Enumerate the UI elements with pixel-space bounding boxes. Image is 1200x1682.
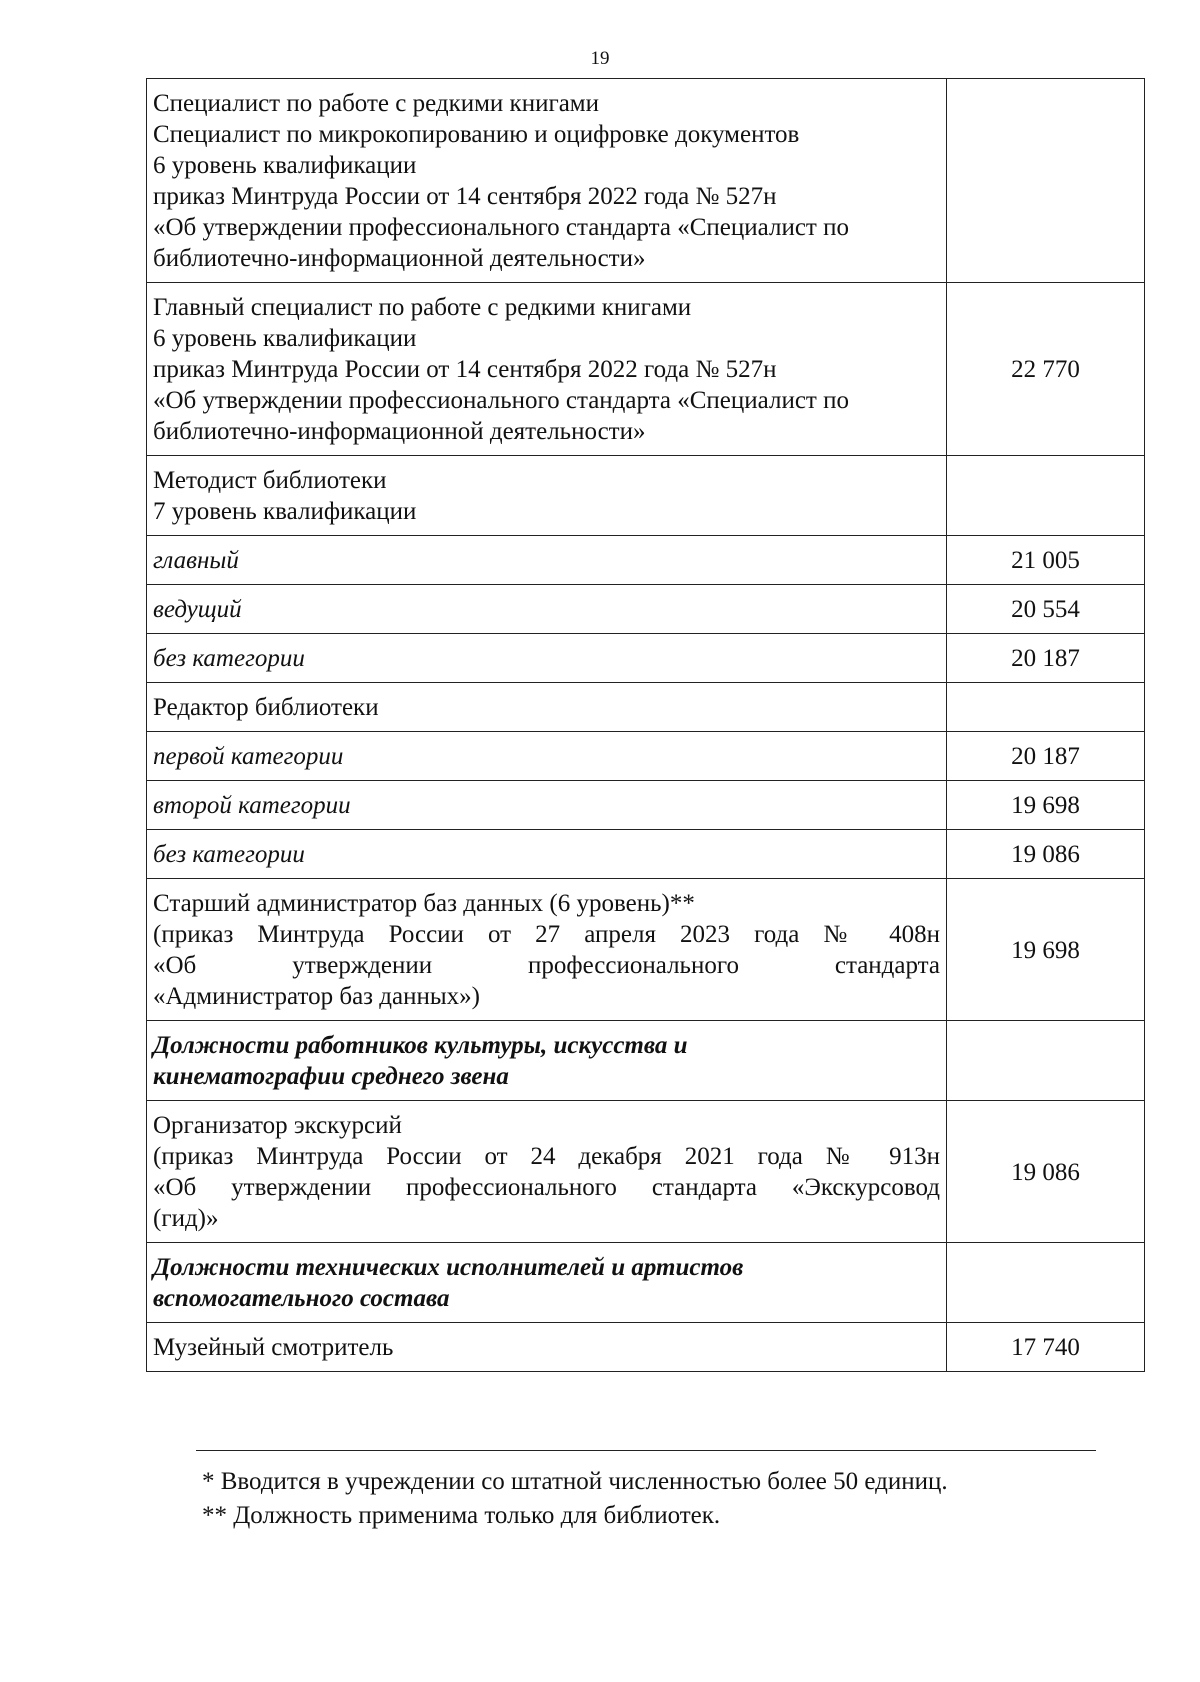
position-text-line: Методист библиотеки	[153, 467, 387, 494]
position-text-line: Специалист по работе с редкими книгами	[153, 90, 599, 117]
table-row	[147, 879, 1145, 1021]
salary-amount-cell	[947, 79, 1145, 283]
position-text-line: библиотечно-информационной деятельности»	[153, 245, 646, 272]
position-text-line: 7 уровень квалификации	[153, 498, 417, 525]
table-row	[147, 732, 1145, 781]
table-row	[147, 1021, 1145, 1101]
table-row	[147, 1243, 1145, 1323]
position-text-line: 6 уровень квалификации	[153, 152, 417, 179]
salary-amount-cell: 22 770	[947, 283, 1145, 456]
position-text-line: кинематографии среднего звена	[153, 1063, 509, 1090]
position-text-line: (приказ Минтруда России от 24 декабря 2021 года № 913н	[153, 1143, 940, 1170]
position-text-line: библиотечно-информационной деятельности»	[153, 418, 646, 445]
salary-amount-cell: 20 187	[947, 634, 1145, 683]
salary-amount-cell: 20 187	[947, 732, 1145, 781]
position-name-cell	[147, 1323, 947, 1372]
position-text-line: «Об утверждении профессионального стандарта «Специалист по	[153, 387, 849, 414]
salary-amount-cell: 21 005	[947, 536, 1145, 585]
table-row	[147, 1323, 1145, 1372]
position-text-line: вспомогательного состава	[153, 1285, 450, 1312]
salary-amount-cell: 19 698	[947, 781, 1145, 830]
position-name-cell	[147, 634, 947, 683]
salary-amount-cell: 19 698	[947, 879, 1145, 1021]
position-name-cell	[147, 1101, 947, 1243]
position-name-cell	[147, 732, 947, 781]
salary-amount-cell: 20 554	[947, 585, 1145, 634]
position-text-line: Редактор библиотеки	[153, 694, 379, 721]
table-row	[147, 283, 1145, 456]
position-name-cell	[147, 536, 947, 585]
position-text-line: ведущий	[153, 596, 242, 623]
position-name-cell	[147, 585, 947, 634]
table-row	[147, 634, 1145, 683]
salary-amount-cell: 19 086	[947, 830, 1145, 879]
position-text-line: Специалист по микрокопированию и оцифровке документов	[153, 121, 800, 148]
table-row	[147, 536, 1145, 585]
footnote: * Вводится в учреждении со штатной численностью более 50 единиц.	[202, 1468, 948, 1495]
salary-amount-cell	[947, 1021, 1145, 1101]
position-name-cell	[147, 781, 947, 830]
salary-table	[146, 78, 1145, 1372]
table-row	[147, 79, 1145, 283]
position-name-cell	[147, 79, 947, 283]
position-text-line: главный	[153, 547, 239, 574]
position-text-line: первой категории	[153, 743, 344, 770]
salary-amount-cell	[947, 456, 1145, 536]
table-row	[147, 456, 1145, 536]
position-text-line: Должности работников культуры, искусства и	[153, 1032, 688, 1059]
position-name-cell	[147, 456, 947, 536]
table-row	[147, 781, 1145, 830]
table-row	[147, 830, 1145, 879]
table-row	[147, 1101, 1145, 1243]
position-text-line: второй категории	[153, 792, 351, 819]
position-text-line: «Об утверждении профессионального стандарта «Специалист по	[153, 214, 849, 241]
position-text-line: Главный специалист по работе с редкими книгами	[153, 294, 692, 321]
position-name-cell	[147, 830, 947, 879]
position-text-line: «Об утверждении профессионального стандарта «Экскурсовод	[153, 1174, 940, 1201]
position-text-line: Должности технических исполнителей и артистов	[153, 1254, 744, 1281]
salary-amount-cell	[947, 1243, 1145, 1323]
salary-table-body	[147, 79, 1145, 1372]
footnotes	[196, 1450, 1096, 1533]
position-text-line: «Об утверждении профессионального стандарта	[153, 952, 940, 979]
position-name-cell	[147, 283, 947, 456]
salary-amount-cell: 17 740	[947, 1323, 1145, 1372]
position-text-line: Старший администратор баз данных (6 уровень)**	[153, 890, 695, 917]
position-text-line: «Администратор баз данных»)	[153, 983, 480, 1010]
page-number: 19	[590, 48, 610, 69]
position-name-cell	[147, 879, 947, 1021]
footnote: ** Должность применима только для библиотек.	[202, 1502, 721, 1529]
position-text-line: (гид)»	[153, 1205, 219, 1232]
table-row	[147, 683, 1145, 732]
position-text-line: Организатор экскурсий	[153, 1112, 402, 1139]
position-text-line: (приказ Минтруда России от 27 апреля 2023 года № 408н	[153, 921, 940, 948]
position-text-line: без категории	[153, 841, 305, 868]
position-text-line: приказ Минтруда России от 14 сентября 2022 года № 527н	[153, 356, 777, 383]
salary-amount-cell	[947, 683, 1145, 732]
salary-amount-cell: 19 086	[947, 1101, 1145, 1243]
position-text-line: 6 уровень квалификации	[153, 325, 417, 352]
position-text-line: приказ Минтруда России от 14 сентября 2022 года № 527н	[153, 183, 777, 210]
position-text-line: Музейный смотритель	[153, 1334, 394, 1361]
section-heading-cell	[147, 1243, 947, 1323]
section-heading-cell	[147, 1021, 947, 1101]
table-row	[147, 585, 1145, 634]
position-text-line: без категории	[153, 645, 305, 672]
position-name-cell	[147, 683, 947, 732]
